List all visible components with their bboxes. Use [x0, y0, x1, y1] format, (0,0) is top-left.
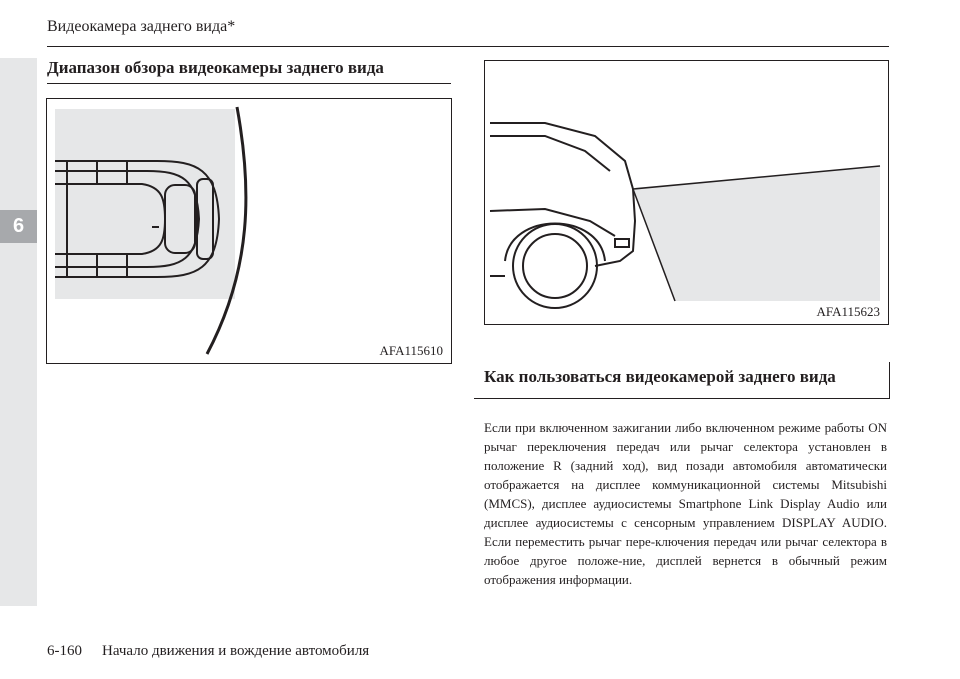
chapter-side-tab — [0, 58, 37, 606]
car-top-view-illustration — [47, 99, 451, 363]
section-title-camera-usage: Как пользоваться видеокамерой заднего вида — [484, 367, 836, 386]
figure-code: AFA115610 — [379, 343, 443, 358]
figure-code: AFA115623 — [816, 304, 880, 319]
header-divider — [47, 46, 889, 47]
camera-usage-paragraph: Если при включенном зажигании либо включенном режиме работы ON рычаг переключения передач или рычаг селектора установлен в положение R (задний ход), вид позади автомобиля автоматически отображается на дисплее коммуникационной системы Mitsubishi (MMCS), дисплее аудиосистемы Smartphone Link Display Audio или дисплее аудиосистемы с сенсорным управлением DISPLAY AUDIO. Если переместить рычаг пере-ключения передач или рычаг селектора в любое другое положе-ние, дисплей вернется в обычный режим отображения информации. — [484, 420, 887, 587]
section-title-camera-range: Диапазон обзора видеокамеры заднего вида — [47, 58, 384, 77]
figure-camera-range-top-view — [46, 98, 452, 364]
figure-camera-side-view — [484, 60, 889, 325]
section-title-underline — [47, 83, 451, 84]
car-side-view-illustration — [485, 61, 888, 324]
footer-chapter-title: Начало движения и вождение автомобиля — [102, 643, 370, 659]
running-header-title: Видеокамера заднего вида* — [47, 18, 236, 35]
chapter-number-badge: 6 — [0, 210, 37, 243]
footer-page-number: 6-160 — [47, 643, 82, 659]
